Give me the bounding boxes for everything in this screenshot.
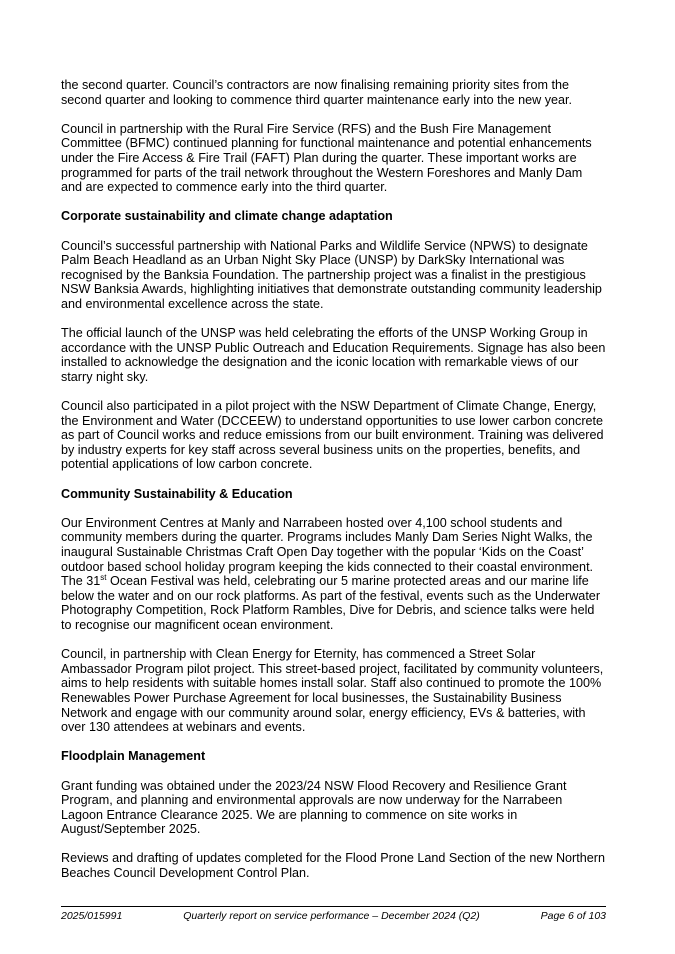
footer-reference: 2025/015991 <box>61 910 123 922</box>
footer-title: Quarterly report on service performance – December 2024 (Q2) <box>183 910 480 922</box>
paragraph: Council’s successful partnership with National Parks and Wildlife Service (NPWS) to designate Palm Beach Headland as an Urban Night Sky Place (UNSP) by DarkSky International was recognised by the Banksia Foundation. The partnership project was a finalist in the prestigious NSW Banksia Awards, highlighting initiatives that demonstrate outstanding community leadership and environmental excellence across the state. <box>61 238 602 311</box>
paragraph: Council in partnership with the Rural Fire Service (RFS) and the Bush Fire Management Committee (BFMC) continued planning for functional maintenance and potential enhancements under the Fire Access & Fire Trail (FAFT) Plan during the quarter. These important works are programmed for parts of the trail network throughout the Western Foreshores and Manly Dam and are expected to commence early into the third quarter. <box>61 121 592 195</box>
section-heading: Community Sustainability & Education <box>61 486 293 501</box>
paragraph-text: Our Environment Centres at Manly and Narrabeen hosted over 4,100 school students and community members during the quarter. Programs includes Manly Dam Series Night Walks, the inaugural Sustainable Christmas Craft Open Day together with the popular ‘Kids on the Coast’ outdoor based school holiday program keeping the kids connected to their coastal environment. The 31 <box>61 515 594 589</box>
paragraph: Council also participated in a pilot project with the NSW Department of Climate Change, Energy, the Environment and Water (DCCEEW) to understand opportunities to use lower carbon concrete as part of Council works and reduce emissions from our built environment. Training was delivered by industry experts for key staff across several business units on the properties, benefits, and potential applications of low carbon concrete. <box>61 399 604 472</box>
superscript: st <box>100 573 107 582</box>
paragraph: The official launch of the UNSP was held celebrating the efforts of the UNSP Working Group in accordance with the UNSP Public Outreach and Education Requirements. Signage has also been installed to acknowledge the designation and the iconic location with remarkable views of our starry night sky. <box>61 326 606 384</box>
paragraph: Grant funding was obtained under the 2023/24 NSW Flood Recovery and Resilience Grant Program, and planning and environmental approvals are now underway for the Narrabeen Lagoon Entrance Clearance 2025. We are planning to commence on site works in August/September 2025. <box>61 778 567 837</box>
section-heading: Corporate sustainability and climate change adaptation <box>61 209 393 224</box>
paragraph: Reviews and drafting of updates completed for the Flood Prone Land Section of the new Northern Beaches Council Development Control Plan. <box>61 851 605 881</box>
paragraph: the second quarter. Council’s contractors are now finalising remaining priority sites from the second quarter and looking to commence third quarter maintenance early into the new year. <box>61 78 573 107</box>
footer-page-number: Page 6 of 103 <box>540 910 606 922</box>
section-heading: Floodplain Management <box>61 749 206 764</box>
page-footer <box>61 906 606 922</box>
paragraph: Council, in partnership with Clean Energy for Eternity, has commenced a Street Solar Ambassador Program pilot project. This street-based project, facilitated by community volunteers, aims to help residents with suitable homes install solar. Staff also continued to promote the 100% Renewables Power Purchase Agreement for local businesses, the Sustainability Business Network and engage with our community around solar, energy efficiency, EVs & batteries, with over 130 attendees at webinars and events. <box>61 647 604 735</box>
paragraph-text: Ocean Festival was held, celebrating our 5 marine protected areas and our marine life below the water and on our rock platforms. As part of the festival, events such as the Underwater Photography Competition, Rock Platform Rambles, Dive for Debris, and science talks were held to recognise our magnificent ocean environment. <box>61 574 601 632</box>
paragraph <box>61 516 606 633</box>
document-body <box>61 78 606 895</box>
